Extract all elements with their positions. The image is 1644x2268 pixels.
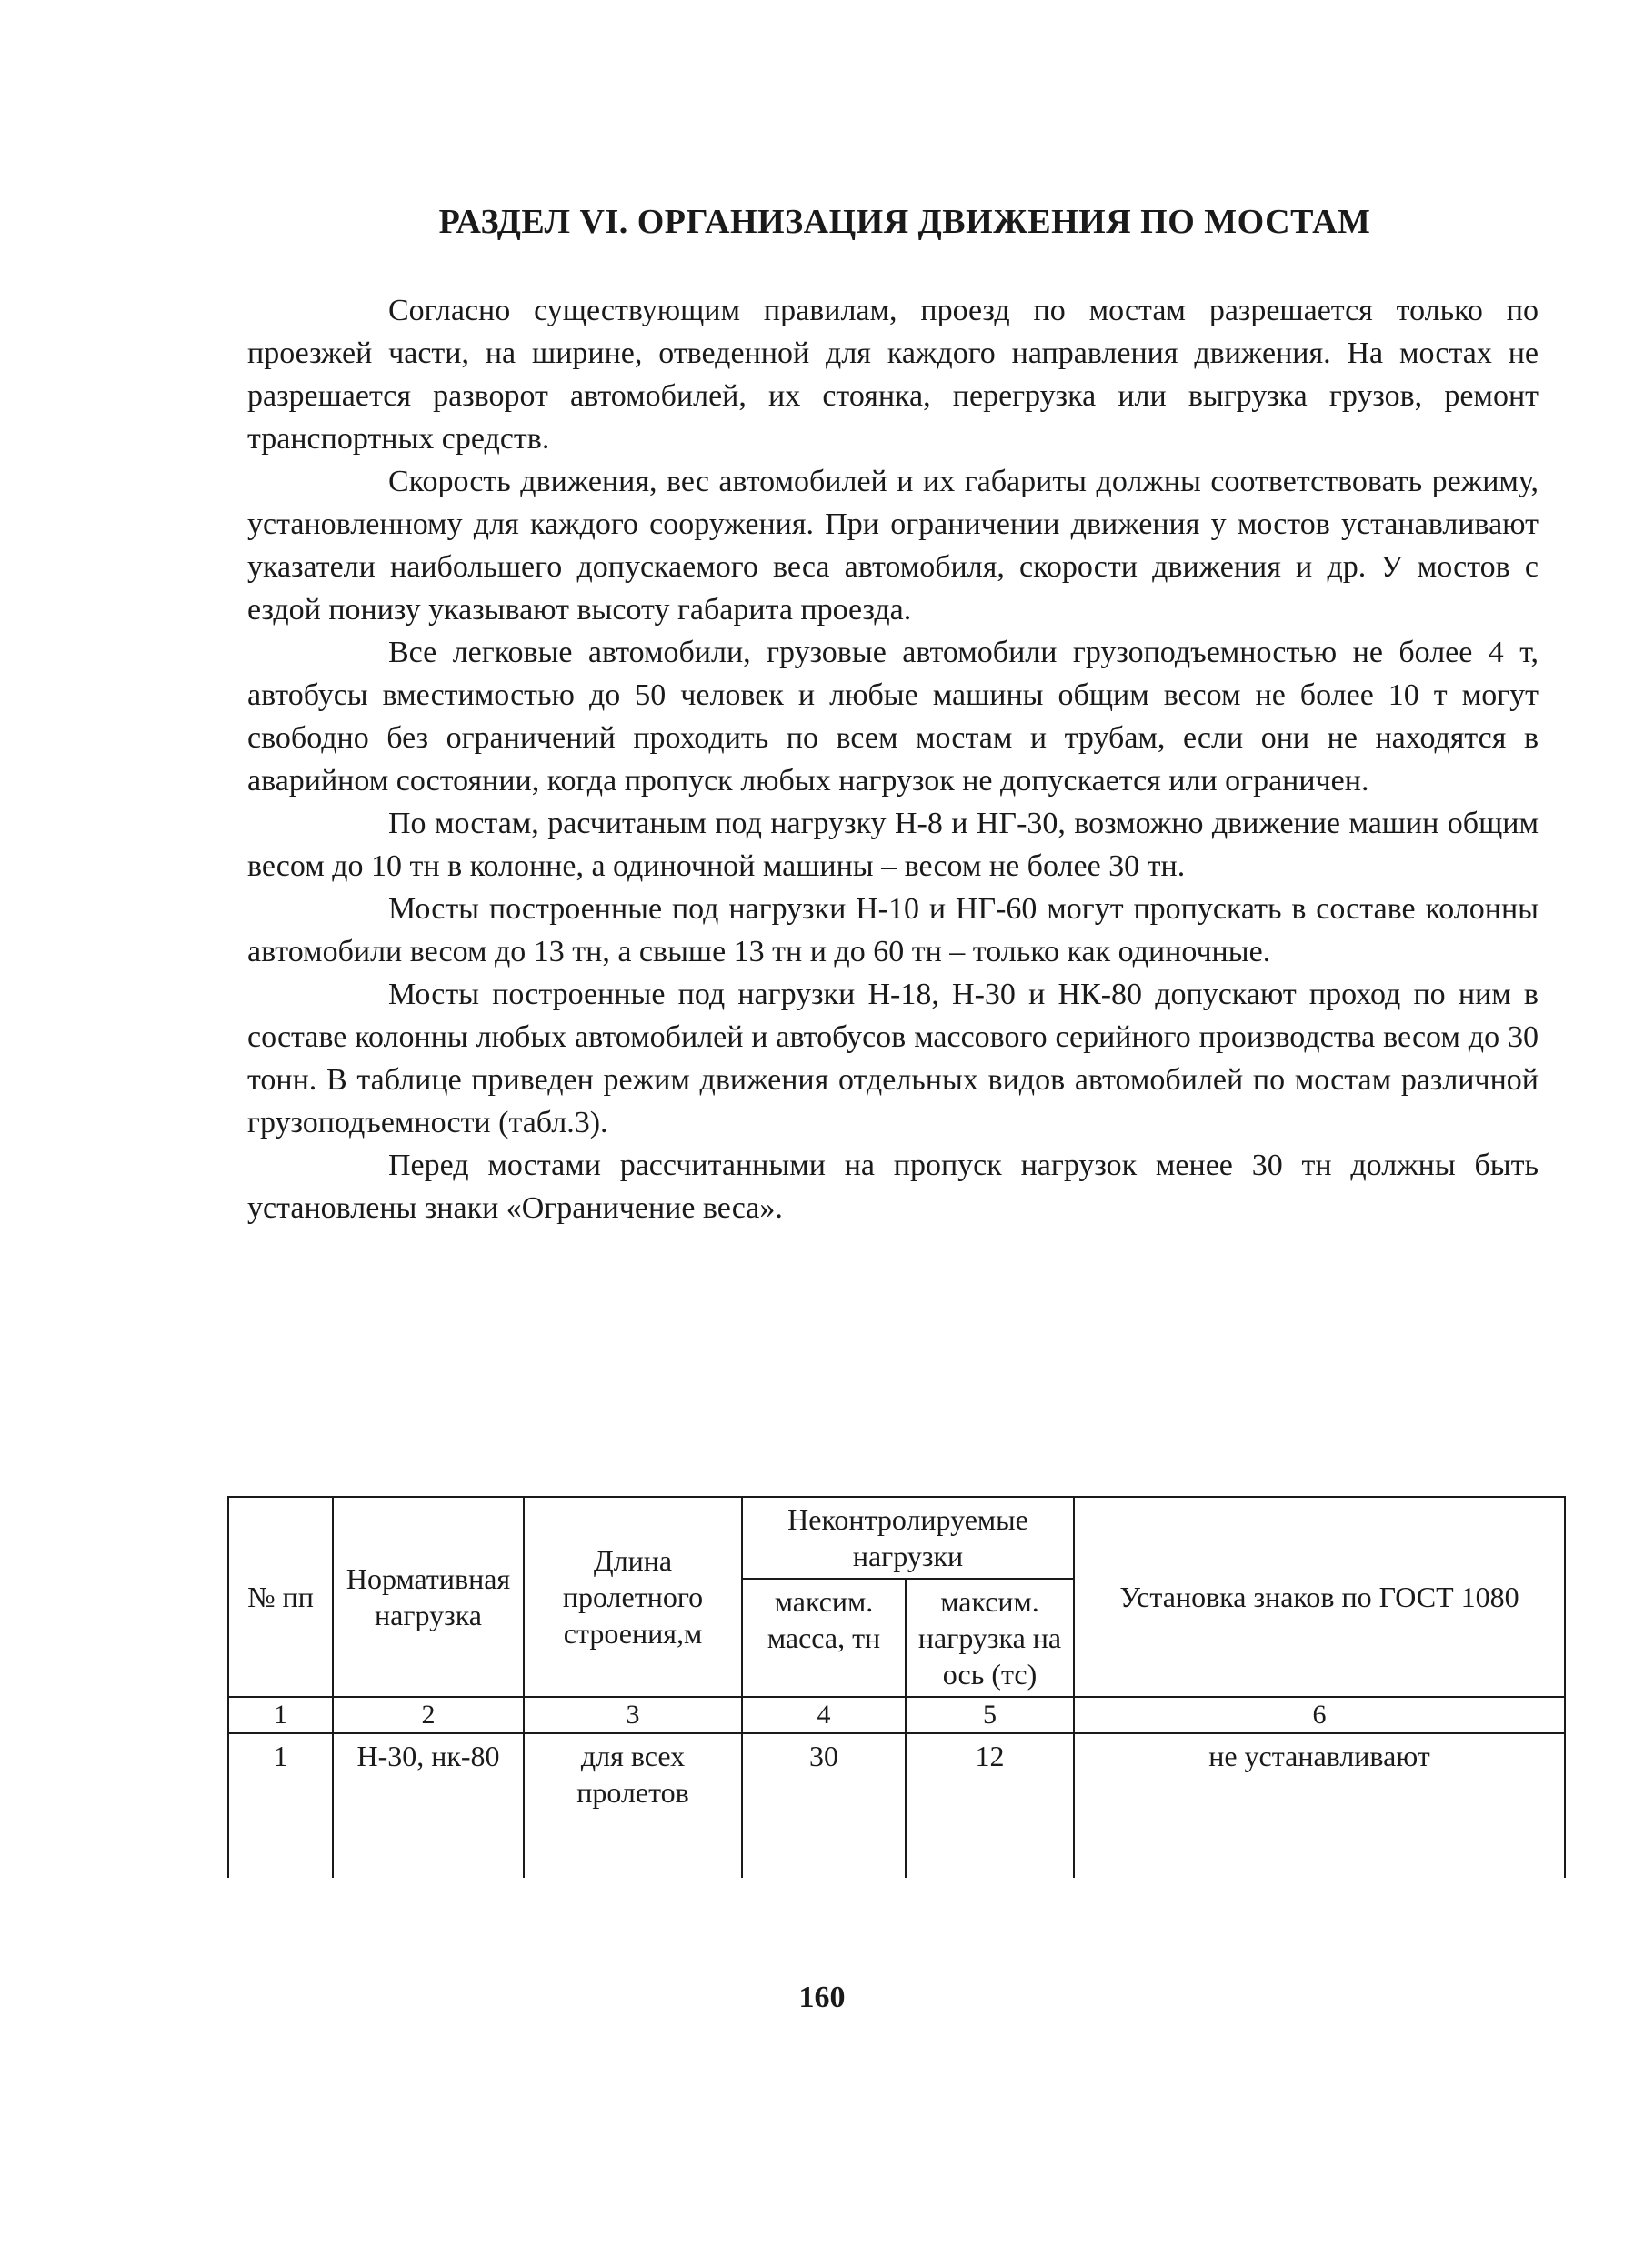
- column-number: 4: [742, 1697, 906, 1733]
- paragraph-n8-ng30: По мостам, расчитаным под нагрузку Н-8 и НГ-30, возможно движение машин общим весом до 10 тн в колонне, а одиночной машины – весом не более 30 тн.: [247, 807, 1539, 883]
- column-number: 6: [1074, 1697, 1565, 1733]
- column-number-row: [228, 1697, 1565, 1733]
- cell-number: 1: [228, 1733, 333, 1878]
- cell-signs: не устанавливают: [1074, 1733, 1565, 1878]
- page-number: 160: [798, 1981, 846, 2014]
- paragraph-n10-ng60: Мосты построенные под нагрузки Н-10 и НГ-60 могут пропускать в составе колонны автомобили весом до 13 тн, а свыше 13 тн и до 60 тн – только как одиночные.: [247, 892, 1539, 968]
- column-number: 1: [228, 1697, 333, 1733]
- bridge-load-table: [227, 1496, 1566, 1878]
- cell-max-axle-load: 12: [906, 1733, 1074, 1878]
- column-number: 3: [524, 1697, 742, 1733]
- header-number: № пп: [228, 1497, 333, 1697]
- paragraph-light-vehicles: Все легковые автомобили, грузовые автомобили грузоподъемностью не более 4 т, автобусы вместимостью до 50 человек и любые машины общим весом не более 10 т могут свободно без ограничений проходить по всем мостам и трубам, если они не находятся в аварийном состоянии, когда пропуск любых нагрузок не допускается или ограничен.: [247, 636, 1539, 798]
- cell-norm-load: Н-30, нк-80: [333, 1733, 524, 1878]
- section-heading: РАЗДЕЛ VI. ОРГАНИЗАЦИЯ ДВИЖЕНИЯ ПО МОСТАМ: [438, 203, 1371, 241]
- column-number: 2: [333, 1697, 524, 1733]
- paragraph-speed-weight: Скорость движения, вес автомобилей и их габариты должны соответствовать режиму, установленному для каждого сооружения. При ограничении движения у мостов устанавливают указатели наибольшего допускаемого веса автомобиля, скорости движения и др. У мостов с ездой понизу указывают высоту габарита проезда.: [247, 465, 1539, 627]
- header-signs: Установка знаков по ГОСТ 1080: [1074, 1497, 1565, 1697]
- paragraph-rules: Согласно существующим правилам, проезд по мостам разрешается только по проезжей части, на ширине, отведенной для каждого направления движения. На мостах не разрешается разворот автомобилей, их стоянка, перегрузка или выгрузка грузов, ремонт транспортных средств.: [247, 294, 1539, 456]
- paragraph-n18-n30-nk80: Мосты построенные под нагрузки Н-18, Н-30 и НК-80 допускают проход по ним в составе колонны любых автомобилей и автобусов массового серийного производства весом до 30 тонн. В таблице приведен режим движения отдельных видов автомобилей по мостам различной грузоподъемности (табл.3).: [247, 978, 1539, 1139]
- body-text: [247, 289, 1539, 1229]
- paragraph-weight-signs: Перед мостами рассчитанными на пропуск нагрузок менее 30 тн должны быть установлены знаки «Ограничение веса».: [247, 1149, 1539, 1225]
- cell-span-length: для всех пролетов: [524, 1733, 742, 1878]
- header-max-mass: максим. масса, тн: [742, 1579, 906, 1697]
- header-norm-load: Нормативная нагрузка: [333, 1497, 524, 1697]
- cell-max-mass: 30: [742, 1733, 906, 1878]
- column-number: 5: [906, 1697, 1074, 1733]
- header-max-axle-load: максим. нагрузка на ось (тс): [906, 1579, 1074, 1697]
- table-row: [228, 1733, 1565, 1878]
- header-uncontrolled-loads: Неконтролируемые нагрузки: [742, 1497, 1074, 1579]
- header-span-length: Длина пролетного строения,м: [524, 1497, 742, 1697]
